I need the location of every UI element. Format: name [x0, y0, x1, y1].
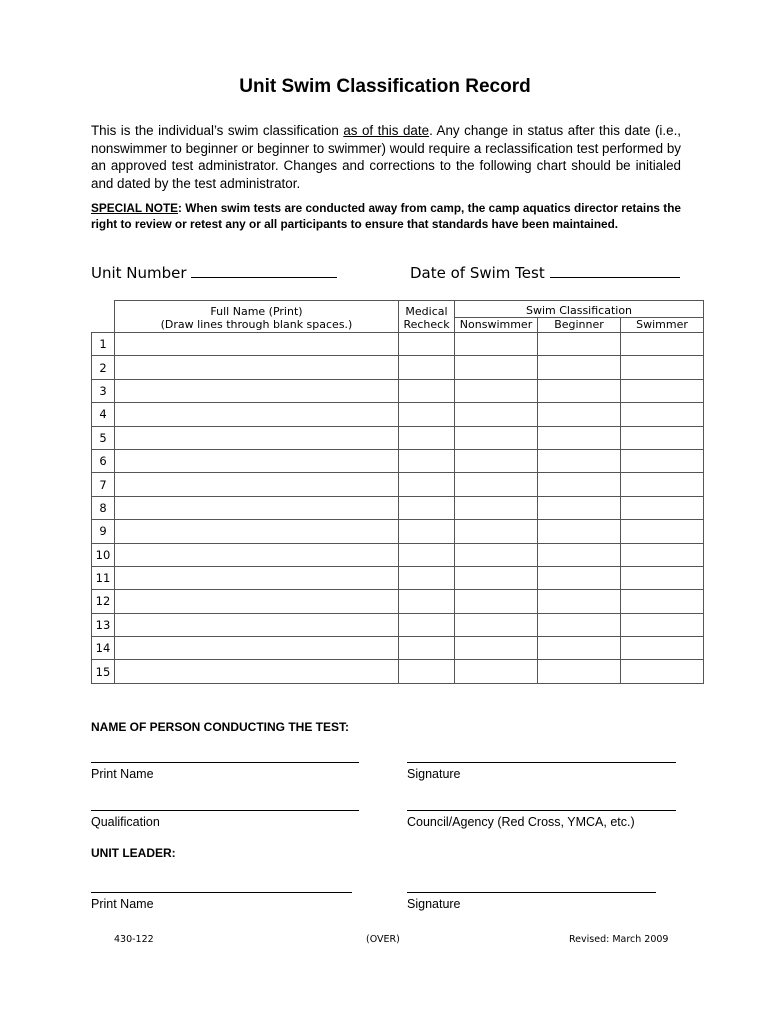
- qualification-line[interactable]: [91, 810, 359, 811]
- beginner-cell[interactable]: [538, 403, 621, 426]
- table-row: [92, 426, 704, 449]
- nonswimmer-cell[interactable]: [455, 590, 538, 613]
- full-name-cell[interactable]: [115, 566, 399, 589]
- beginner-cell[interactable]: [538, 520, 621, 543]
- table-row: [92, 543, 704, 566]
- swimmer-cell[interactable]: [621, 637, 704, 660]
- conductor-signature-line[interactable]: [407, 762, 676, 763]
- beginner-cell[interactable]: [538, 637, 621, 660]
- medical-recheck-cell[interactable]: [399, 520, 455, 543]
- swimmer-cell[interactable]: [621, 426, 704, 449]
- conductor-print-name-label: Print Name: [91, 767, 154, 781]
- full-name-cell[interactable]: [115, 379, 399, 402]
- swim-test-date-blank[interactable]: [550, 263, 680, 278]
- full-name-cell[interactable]: [115, 496, 399, 519]
- beginner-cell[interactable]: [538, 660, 621, 683]
- intro-paragraph: [91, 122, 681, 192]
- intro-text-end: . Any change in status after this date (i.e., nonswimmer to beginner or beginner to swimmer) would require a reclassification test performed by an approved test administrator. Changes and corrections to the following chart should be initialed and dated by the test administrator.: [91, 123, 682, 191]
- full-name-cell[interactable]: [115, 543, 399, 566]
- row-number: 8: [92, 496, 115, 519]
- nonswimmer-cell[interactable]: [455, 496, 538, 519]
- over-note: (OVER): [366, 934, 400, 945]
- swimmer-cell[interactable]: [621, 379, 704, 402]
- nonswimmer-header: Nonswimmer: [455, 318, 538, 333]
- medical-recheck-cell[interactable]: [399, 333, 455, 356]
- swimmer-cell[interactable]: [621, 566, 704, 589]
- nonswimmer-cell[interactable]: [455, 520, 538, 543]
- swim-test-date-field[interactable]: [410, 263, 680, 282]
- table-row: [92, 379, 704, 402]
- beginner-cell[interactable]: [538, 449, 621, 472]
- medical-recheck-cell[interactable]: [399, 449, 455, 472]
- table-row: [92, 473, 704, 496]
- unit-number-label: Unit Number: [91, 264, 187, 282]
- table-row: [92, 403, 704, 426]
- header-corner-lower: [92, 318, 115, 333]
- medical-recheck-cell[interactable]: [399, 613, 455, 636]
- swimmer-cell[interactable]: [621, 520, 704, 543]
- swimmer-cell[interactable]: [621, 660, 704, 683]
- swimmer-cell[interactable]: [621, 543, 704, 566]
- nonswimmer-cell[interactable]: [455, 449, 538, 472]
- unit-number-field[interactable]: [91, 263, 337, 282]
- medical-recheck-cell[interactable]: [399, 496, 455, 519]
- swim-classification-table: [91, 300, 704, 684]
- medical-recheck-cell[interactable]: [399, 660, 455, 683]
- full-name-cell[interactable]: [115, 613, 399, 636]
- swimmer-cell[interactable]: [621, 473, 704, 496]
- page-title: Unit Swim Classification Record: [239, 76, 531, 97]
- table-row: [92, 449, 704, 472]
- form-number: 430-122: [114, 934, 154, 945]
- council-line[interactable]: [407, 810, 676, 811]
- nonswimmer-cell[interactable]: [455, 473, 538, 496]
- row-number: 9: [92, 520, 115, 543]
- nonswimmer-cell[interactable]: [455, 543, 538, 566]
- row-number: 13: [92, 613, 115, 636]
- leader-signature-label: Signature: [407, 897, 461, 911]
- beginner-cell[interactable]: [538, 543, 621, 566]
- full-name-note: (Draw lines through blank spaces.): [115, 318, 399, 333]
- medical-recheck-cell[interactable]: [399, 543, 455, 566]
- intro-text-start: This is the individual’s swim classification: [91, 123, 344, 138]
- medical-recheck-cell[interactable]: [399, 566, 455, 589]
- row-number: 1: [92, 333, 115, 356]
- nonswimmer-cell[interactable]: [455, 426, 538, 449]
- recheck-header: Recheck: [399, 318, 455, 333]
- roster-body: [92, 333, 704, 684]
- row-number: 15: [92, 660, 115, 683]
- full-name-header: Full Name (Print): [115, 301, 399, 318]
- special-note-text: : When swim tests are conducted away from camp, the camp aquatics director retains the right to review or retest any or all participants to ensure that standards have been maintained.: [91, 201, 681, 231]
- full-name-cell[interactable]: [115, 473, 399, 496]
- full-name-cell[interactable]: [115, 426, 399, 449]
- table-row: [92, 590, 704, 613]
- full-name-cell[interactable]: [115, 520, 399, 543]
- beginner-cell[interactable]: [538, 496, 621, 519]
- header-corner: [92, 301, 115, 318]
- nonswimmer-cell[interactable]: [455, 379, 538, 402]
- full-name-cell[interactable]: [115, 637, 399, 660]
- beginner-cell[interactable]: [538, 473, 621, 496]
- swimmer-header: Swimmer: [621, 318, 704, 333]
- full-name-cell[interactable]: [115, 356, 399, 379]
- full-name-cell[interactable]: [115, 333, 399, 356]
- medical-recheck-cell[interactable]: [399, 473, 455, 496]
- beginner-cell[interactable]: [538, 333, 621, 356]
- special-note-label: SPECIAL NOTE: [91, 201, 179, 215]
- qualification-label: Qualification: [91, 815, 160, 829]
- nonswimmer-cell[interactable]: [455, 613, 538, 636]
- swimmer-cell[interactable]: [621, 449, 704, 472]
- leader-signature-line[interactable]: [407, 892, 656, 893]
- leader-print-name-label: Print Name: [91, 897, 154, 911]
- row-number: 4: [92, 403, 115, 426]
- conductor-signature-label: Signature: [407, 767, 461, 781]
- nonswimmer-cell[interactable]: [455, 660, 538, 683]
- medical-recheck-cell[interactable]: [399, 590, 455, 613]
- beginner-cell[interactable]: [538, 590, 621, 613]
- council-label: Council/Agency (Red Cross, YMCA, etc.): [407, 815, 635, 829]
- table-row: [92, 566, 704, 589]
- beginner-cell[interactable]: [538, 379, 621, 402]
- swimmer-cell[interactable]: [621, 403, 704, 426]
- nonswimmer-cell[interactable]: [455, 637, 538, 660]
- table-row: [92, 613, 704, 636]
- full-name-cell[interactable]: [115, 660, 399, 683]
- table-row: [92, 356, 704, 379]
- unit-leader-heading: UNIT LEADER:: [91, 846, 176, 860]
- special-note: [91, 200, 681, 232]
- nonswimmer-cell[interactable]: [455, 403, 538, 426]
- medical-recheck-cell[interactable]: [399, 403, 455, 426]
- swim-test-date-label: Date of Swim Test: [410, 264, 545, 282]
- row-number: 3: [92, 379, 115, 402]
- swimmer-cell[interactable]: [621, 496, 704, 519]
- row-number: 12: [92, 590, 115, 613]
- full-name-cell[interactable]: [115, 449, 399, 472]
- beginner-cell[interactable]: [538, 356, 621, 379]
- revised-date: Revised: March 2009: [569, 934, 669, 945]
- full-name-cell[interactable]: [115, 590, 399, 613]
- medical-recheck-cell[interactable]: [399, 637, 455, 660]
- table-row: [92, 660, 704, 683]
- unit-number-blank[interactable]: [191, 263, 337, 278]
- leader-print-name-line[interactable]: [91, 892, 352, 893]
- table-row: [92, 520, 704, 543]
- table-row: [92, 637, 704, 660]
- medical-recheck-cell[interactable]: [399, 356, 455, 379]
- conductor-print-name-line[interactable]: [91, 762, 359, 763]
- swimmer-cell[interactable]: [621, 356, 704, 379]
- table-row: [92, 333, 704, 356]
- swimmer-cell[interactable]: [621, 333, 704, 356]
- medical-recheck-cell[interactable]: [399, 426, 455, 449]
- swim-classification-header: Swim Classification: [455, 301, 704, 318]
- beginner-cell[interactable]: [538, 426, 621, 449]
- beginner-cell[interactable]: [538, 613, 621, 636]
- medical-recheck-cell[interactable]: [399, 379, 455, 402]
- row-number: 6: [92, 449, 115, 472]
- row-number: 7: [92, 473, 115, 496]
- row-number: 2: [92, 356, 115, 379]
- nonswimmer-cell[interactable]: [455, 356, 538, 379]
- full-name-cell[interactable]: [115, 403, 399, 426]
- beginner-header: Beginner: [538, 318, 621, 333]
- swimmer-cell[interactable]: [621, 590, 704, 613]
- nonswimmer-cell[interactable]: [455, 566, 538, 589]
- row-number: 11: [92, 566, 115, 589]
- beginner-cell[interactable]: [538, 566, 621, 589]
- swimmer-cell[interactable]: [621, 613, 704, 636]
- medical-header: Medical: [399, 301, 455, 318]
- row-number: 5: [92, 426, 115, 449]
- nonswimmer-cell[interactable]: [455, 333, 538, 356]
- intro-underlined-text: as of this date: [343, 123, 430, 138]
- row-number: 14: [92, 637, 115, 660]
- test-conductor-heading: NAME OF PERSON CONDUCTING THE TEST:: [91, 720, 350, 734]
- row-number: 10: [92, 543, 115, 566]
- table-row: [92, 496, 704, 519]
